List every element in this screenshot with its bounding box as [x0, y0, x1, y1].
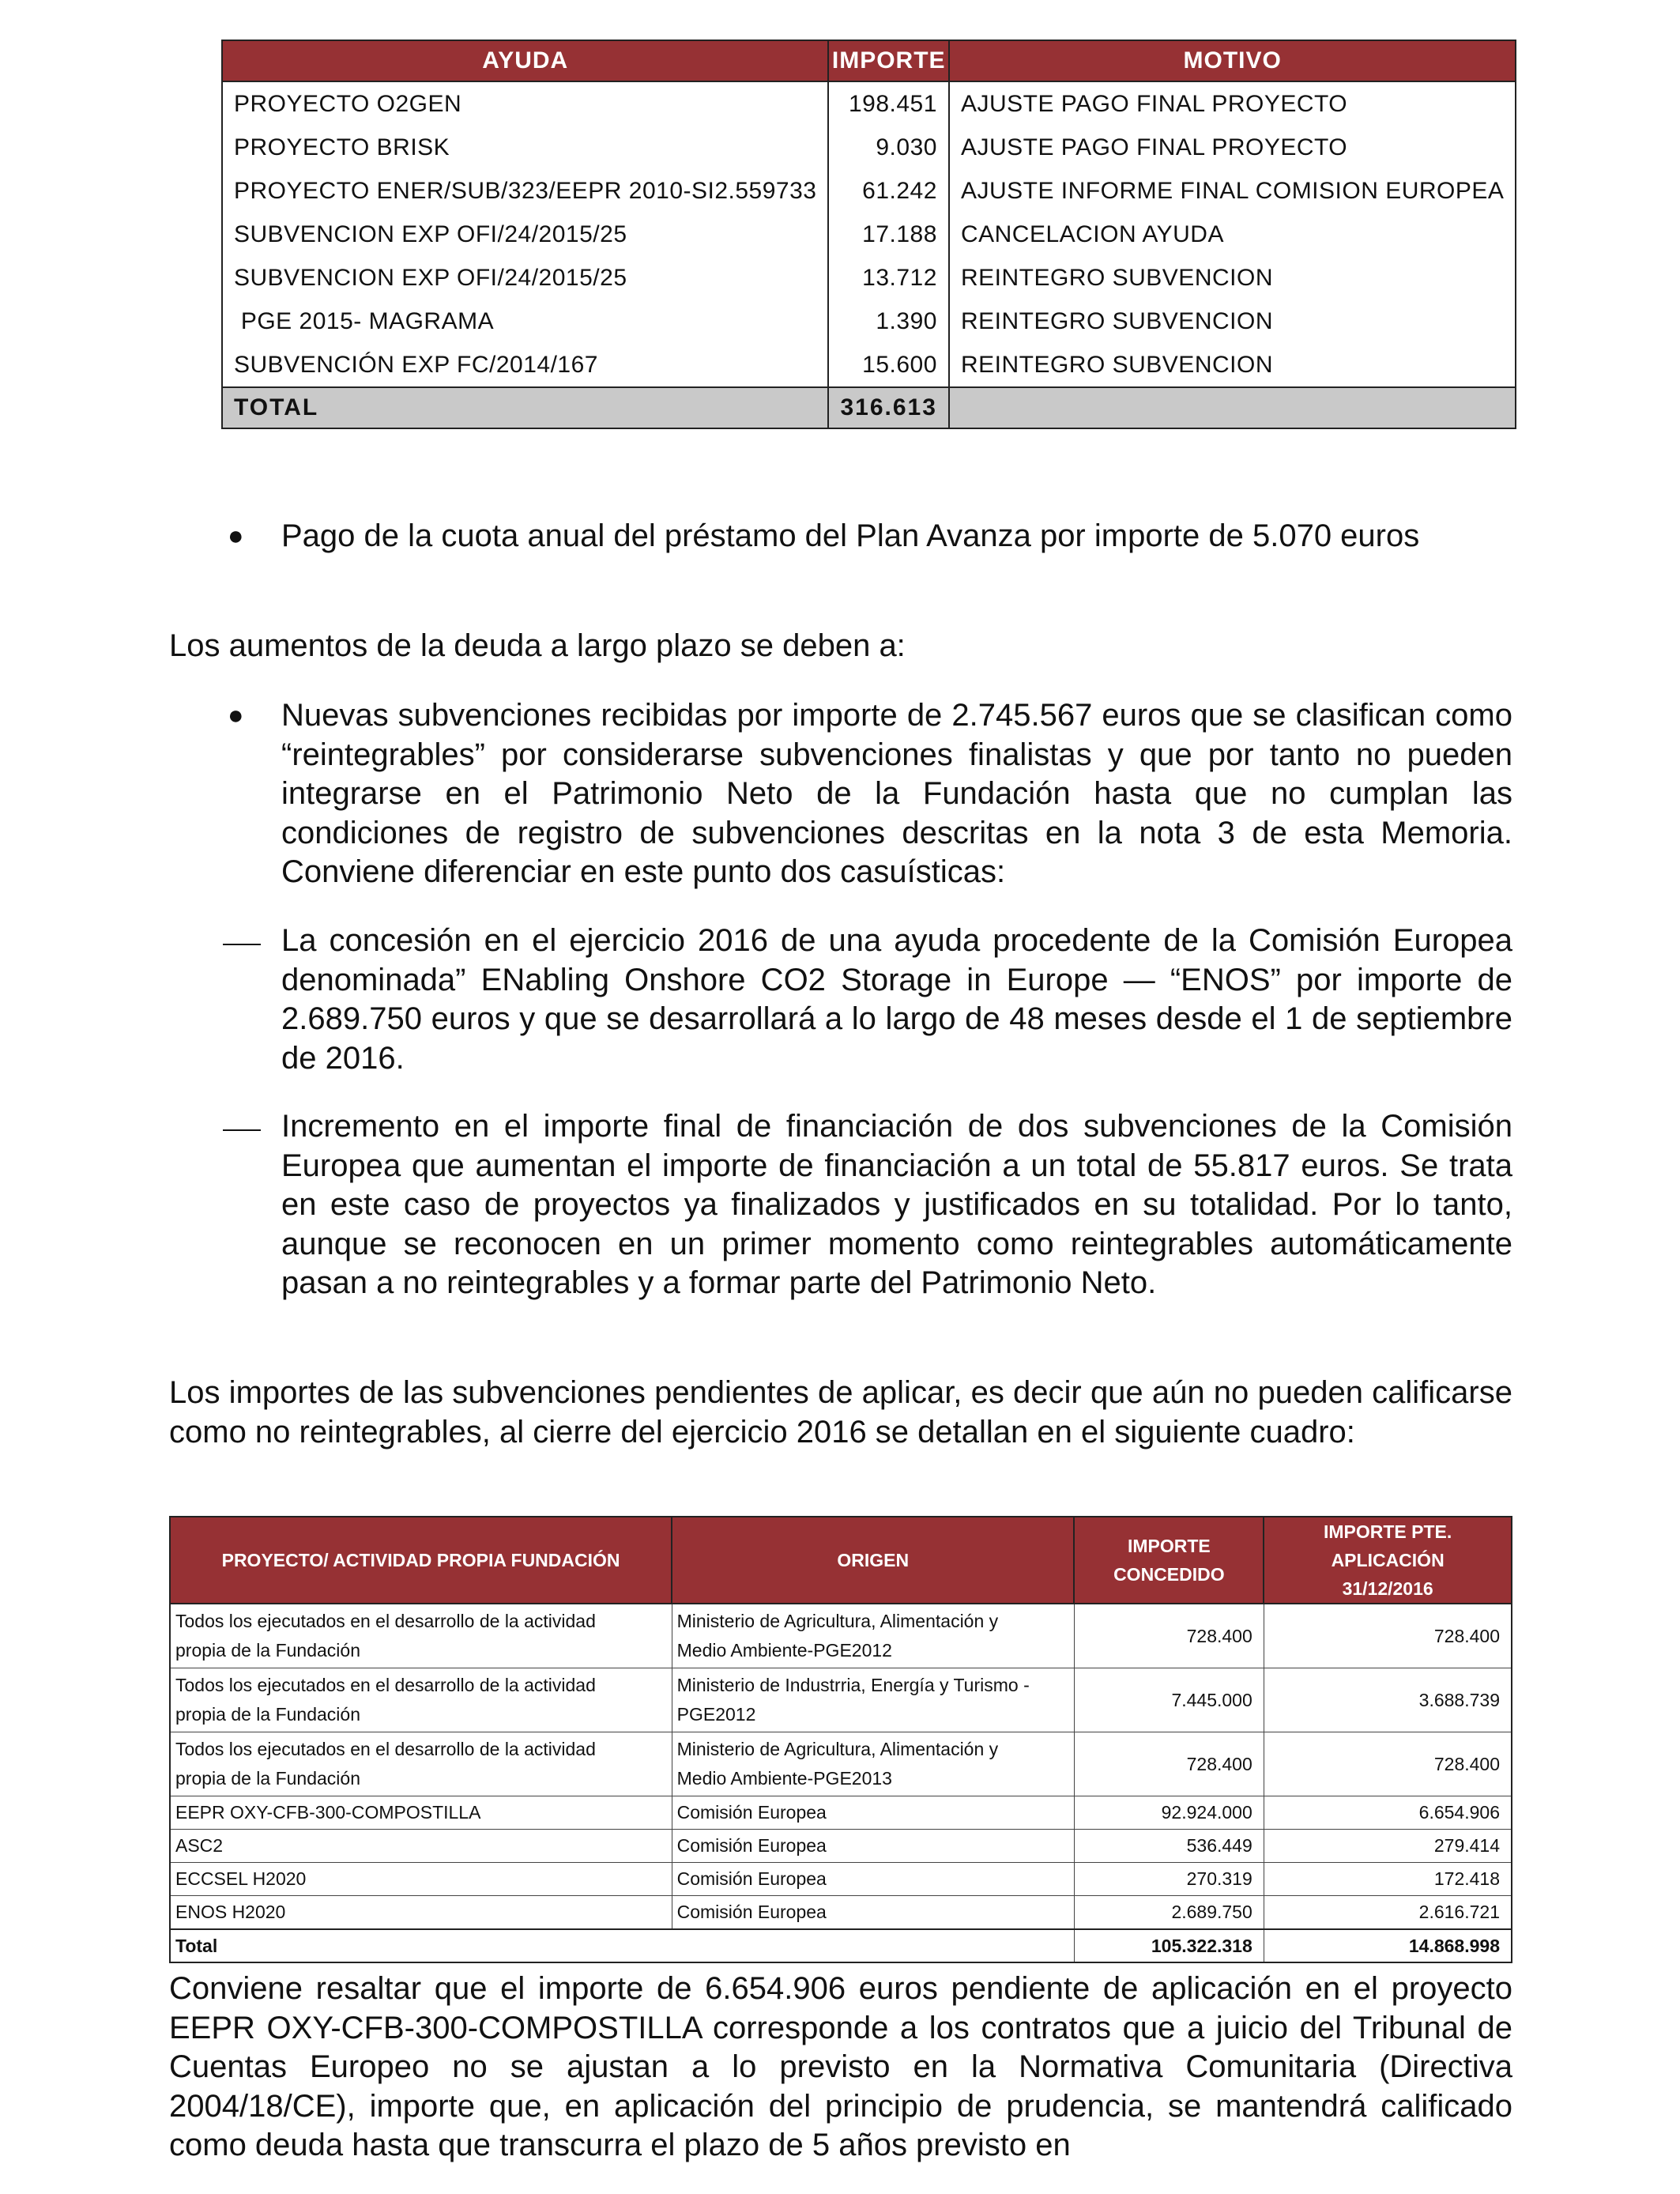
cell-motivo: CANCELACION AYUDA — [960, 221, 1224, 247]
cell-ayuda: PROYECTO O2GEN — [222, 81, 828, 126]
cell-origen: Comisión Europea — [672, 1796, 1074, 1830]
dash-paragraph-incremento: Incremento en el importe final de financiación de dos subvenciones de la Comisión Europea que aumentan el importe de financiación a un total de 55.817 euros. Se trata en este caso de proyectos ya finalizados y justificados en su totalidad. Por lo tanto, aunque se reconocen en un primer momento como reintegrables automáticamente pasan a no reintegrables y a formar parte del Patrimonio Neto. — [281, 1109, 1512, 1300]
table-row — [170, 1830, 1512, 1863]
total-pendiente: 14.868.998 — [1264, 1929, 1512, 1962]
cell-proyecto — [170, 1732, 672, 1796]
header-line: CONCEDIDO — [1113, 1564, 1225, 1585]
subvenciones-table-header — [170, 1517, 1512, 1604]
cell-importe: 17.188 — [828, 213, 948, 256]
cell-concedido: 728.400 — [1074, 1732, 1264, 1796]
cell-origen — [672, 1668, 1074, 1732]
cell-importe: 13.712 — [828, 256, 948, 300]
total-empty-cell — [949, 387, 1516, 428]
cell-importe: 15.600 — [828, 343, 948, 387]
cell-pendiente: 728.400 — [1264, 1732, 1512, 1796]
total-value: 316.613 — [828, 387, 948, 428]
cell-importe: 198.451 — [828, 81, 948, 126]
total-label: Total — [170, 1929, 1074, 1962]
dash-paragraph-enos: La concesión en el ejercicio 2016 de una ayuda procedente de la Comisión Europea denominada” ENabling Onshore CO2 Storage in Europe — “ENOS” por importe de 2.689.750 euros y que se desarrollará a lo largo de 48 meses desde el 1 de septiembre de 2016. — [281, 923, 1512, 1076]
table-row — [222, 343, 1516, 387]
cell-pendiente: 2.616.721 — [1264, 1896, 1512, 1930]
total-row — [222, 387, 1516, 428]
cell-pendiente: 279.414 — [1264, 1830, 1512, 1863]
ayudas-table — [221, 40, 1516, 429]
cell-ayuda: SUBVENCIÓN EXP FC/2014/167 — [222, 343, 828, 387]
col-header-proyecto: PROYECTO/ ACTIVIDAD PROPIA FUNDACIÓN — [170, 1517, 672, 1604]
cell-line: Medio Ambiente-PGE2012 — [676, 1640, 892, 1661]
cell-line: Todos los ejecutados en el desarrollo de la actividad — [175, 1611, 596, 1631]
table-row — [170, 1604, 1512, 1668]
cell-proyecto: ENOS H2020 — [170, 1896, 672, 1930]
cell-line: PGE2012 — [676, 1704, 756, 1725]
header-line: IMPORTE — [1127, 1536, 1211, 1556]
table-row — [222, 126, 1516, 169]
cell-importe: 1.390 — [828, 300, 948, 343]
cell-concedido: 92.924.000 — [1074, 1796, 1264, 1830]
cell-line: propia de la Fundación — [175, 1640, 360, 1661]
cell-proyecto: EEPR OXY-CFB-300-COMPOSTILLA — [170, 1796, 672, 1830]
cell-ayuda: PROYECTO ENER/SUB/323/EEPR 2010-SI2.559733 — [222, 169, 828, 213]
cell-proyecto — [170, 1668, 672, 1732]
table-row — [170, 1668, 1512, 1732]
header-line: 31/12/2016 — [1342, 1578, 1433, 1599]
cell-pendiente: 6.654.906 — [1264, 1796, 1512, 1830]
table-row — [170, 1896, 1512, 1930]
col-header-ayuda: AYUDA — [222, 40, 828, 81]
cell-origen: Comisión Europea — [672, 1863, 1074, 1896]
cell-pendiente: 3.688.739 — [1264, 1668, 1512, 1732]
table-row — [170, 1863, 1512, 1896]
cell-line: Ministerio de Industrria, Energía y Turismo - — [676, 1675, 1030, 1695]
total-label: TOTAL — [222, 387, 828, 428]
cell-motivo: REINTEGRO SUBVENCION — [960, 264, 1273, 291]
subvenciones-pendientes-table — [169, 1516, 1512, 1963]
bullet-icon: ● — [228, 521, 244, 551]
cell-line: Medio Ambiente-PGE2013 — [676, 1768, 892, 1789]
cell-ayuda: PROYECTO BRISK — [222, 126, 828, 169]
cell-proyecto — [170, 1604, 672, 1668]
ayudas-table-header — [222, 40, 1516, 81]
cell-origen: Comisión Europea — [672, 1896, 1074, 1930]
paragraph-aumentos: Los aumentos de la deuda a largo plazo se deben a: — [169, 628, 906, 663]
cell-proyecto: ECCSEL H2020 — [170, 1863, 672, 1896]
col-header-motivo: MOTIVO — [949, 40, 1516, 81]
table-row — [222, 300, 1516, 343]
cell-line: Ministerio de Agricultura, Alimentación y — [676, 1739, 999, 1759]
cell-concedido: 536.449 — [1074, 1830, 1264, 1863]
cell-ayuda: SUBVENCION EXP OFI/24/2015/25 — [222, 213, 828, 256]
cell-line: propia de la Fundación — [175, 1704, 360, 1725]
cell-importe: 61.242 — [828, 169, 948, 213]
cell-concedido: 270.319 — [1074, 1863, 1264, 1896]
cell-line: Ministerio de Agricultura, Alimentación y — [676, 1611, 999, 1631]
total-concedido: 105.322.318 — [1074, 1929, 1264, 1962]
cell-proyecto: ASC2 — [170, 1830, 672, 1863]
col-header-importe: IMPORTE — [828, 40, 948, 81]
cell-origen — [672, 1732, 1074, 1796]
cell-motivo: AJUSTE PAGO FINAL PROYECTO — [960, 90, 1348, 117]
dash-icon — [223, 944, 261, 945]
cell-motivo: AJUSTE PAGO FINAL PROYECTO — [960, 134, 1348, 160]
dash-icon — [223, 1129, 261, 1131]
col-header-importe-concedido — [1074, 1517, 1264, 1604]
cell-ayuda: SUBVENCION EXP OFI/24/2015/25 — [222, 256, 828, 300]
bullet-paragraph-nuevas-subvenciones: Nuevas subvenciones recibidas por importe de 2.745.567 euros que se clasifican como “reintegrables” por considerarse subvenciones finalistas y que por tanto no pueden integrarse en el Patrimonio Neto de la Fundación hasta que no cumplan las condiciones de registro de subvenciones descritas en la nota 3 de esta Memoria. Conviene diferenciar en este punto dos casuísticas: — [281, 698, 1512, 889]
cell-concedido: 728.400 — [1074, 1604, 1264, 1668]
table-row — [170, 1732, 1512, 1796]
cell-motivo: AJUSTE INFORME FINAL COMISION EUROPEA — [960, 177, 1505, 204]
header-line: IMPORTE PTE. APLICACIÓN — [1323, 1521, 1452, 1570]
cell-line: Todos los ejecutados en el desarrollo de la actividad — [175, 1675, 596, 1695]
paragraph-conviene-resaltar: Conviene resaltar que el importe de 6.654.906 euros pendiente de aplicación en el proyecto EEPR OXY-CFB-300-COMPOSTILLA corresponde a los contratos que a juicio del Tribunal de Cuentas Europeo no se ajustan a lo previsto en la Normativa Comunitaria (Directiva 2004/18/CE), importe que, en aplicación del principio de prudencia, se mantendrá calificado como deuda hasta que transcurra el plazo de 5 años previsto en — [169, 1971, 1512, 2162]
col-header-origen: ORIGEN — [672, 1517, 1074, 1604]
cell-pendiente: 172.418 — [1264, 1863, 1512, 1896]
col-header-importe-pendiente — [1264, 1517, 1512, 1604]
cell-line: propia de la Fundación — [175, 1768, 360, 1789]
paragraph-importes-pendientes: Los importes de las subvenciones pendientes de aplicar, es decir que aún no pueden calificarse como no reintegrables, al cierre del ejercicio 2016 se detallan en el siguiente cuadro: — [169, 1375, 1512, 1449]
cell-motivo: REINTEGRO SUBVENCION — [960, 351, 1273, 378]
cell-importe: 9.030 — [828, 126, 948, 169]
cell-origen — [672, 1604, 1074, 1668]
cell-origen: Comisión Europea — [672, 1830, 1074, 1863]
cell-concedido: 2.689.750 — [1074, 1896, 1264, 1930]
cell-ayuda: PGE 2015- MAGRAMA — [222, 300, 828, 343]
cell-motivo: REINTEGRO SUBVENCION — [960, 307, 1273, 334]
table-row — [222, 256, 1516, 300]
cell-concedido: 7.445.000 — [1074, 1668, 1264, 1732]
table-row — [222, 81, 1516, 126]
table-row — [222, 169, 1516, 213]
total-row — [170, 1929, 1512, 1962]
bullet-paragraph-plan-avanza: Pago de la cuota anual del préstamo del Plan Avanza por importe de 5.070 euros — [281, 518, 1420, 553]
table-row — [170, 1796, 1512, 1830]
bullet-icon: ● — [228, 700, 244, 730]
cell-pendiente: 728.400 — [1264, 1604, 1512, 1668]
table-row — [222, 213, 1516, 256]
cell-line: Todos los ejecutados en el desarrollo de la actividad — [175, 1739, 596, 1759]
